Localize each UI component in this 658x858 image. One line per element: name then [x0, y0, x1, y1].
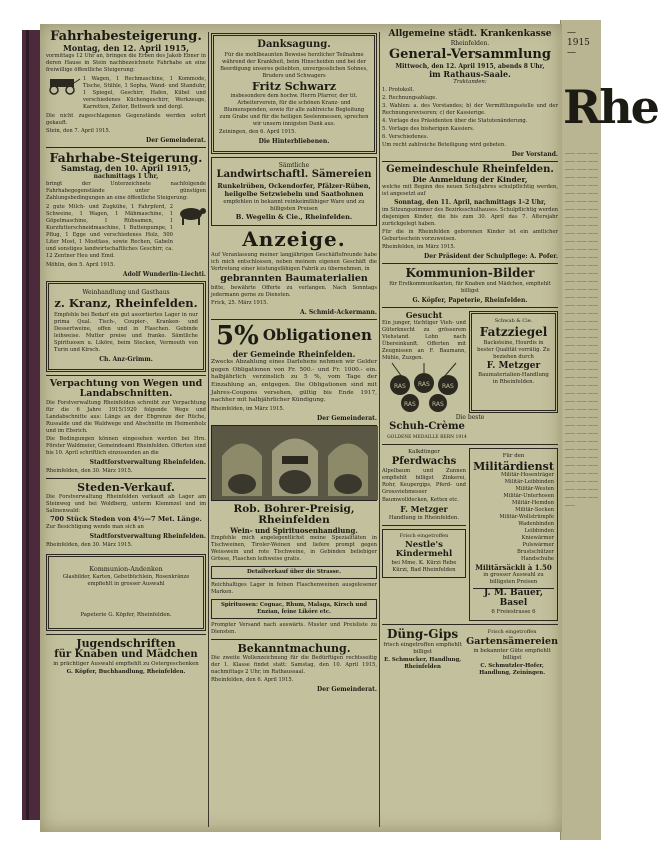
ad-text: Baumwolldecken, Ketten etc.: [382, 497, 459, 504]
ad-place-head: Rheinfelden.: [450, 40, 490, 48]
ad-signature: Ch. Anz-Grimm.: [99, 355, 153, 363]
binding-spine: [22, 30, 42, 820]
ad-title: Bekanntmachung.: [237, 641, 351, 655]
ad-place: Zeiningen, den 6. April 1915.: [219, 129, 297, 136]
adjacent-page-masthead: Rhe: [563, 80, 658, 134]
ad-title: Gartensämereien: [466, 636, 558, 648]
ras-badge: RAS: [404, 401, 416, 409]
ad-text: Alpelbaum und Zunnen empfiehlt billigst Zinkerei, Rohr, Keupergips, Pferd- und Grossviehmesser: [382, 468, 466, 496]
military-item: Pulswärmer: [522, 542, 554, 549]
ad-signature: Die Hinterbliebenen.: [258, 138, 330, 146]
ad-place: Stein, den 7. April 1915.: [46, 127, 111, 134]
ad-head: Kalkdünger: [408, 448, 440, 455]
ad-text: Die nicht zugeschlagenen Gegenstände werden sofort gekauft.: [46, 112, 206, 126]
ad-signature: Adolf Wunderlin-Liechti.: [122, 270, 206, 278]
ad-head: Sämtliche: [278, 162, 310, 170]
ad-signature: Stadtforstverwaltung Rheinfelden.: [89, 458, 206, 466]
military-item: Militär-Hemden: [512, 500, 554, 507]
agenda-item: 6. Verschiedenes.: [382, 134, 429, 141]
ad-jugendschriften: [46, 638, 206, 676]
ad-text: Reichhaltiges Lager in feinen Flaschenweinen ausgelesener Marken.: [211, 581, 377, 595]
ad-date: Sonntag, den 11. April, nachmittags 1–2 Uhr,: [394, 199, 546, 207]
ad-title: Nestle's Kindermehl: [395, 539, 453, 559]
ad-subtitle: GOLDENE MEDAILLE BERN 1914: [387, 434, 467, 440]
military-item: Handschuhe: [521, 556, 554, 563]
ad-offer: 700 Stück Steden von 4½—7 Met. Länge.: [50, 515, 202, 524]
ad-place: Rheinfelden, den 30. März 1915.: [46, 467, 133, 474]
ad-text: bringt der Unterzeichnete nachfolgende Fahrhabegegenstände unter günstigen Zahlungsbedingungen an eine öffentliche Steigerung:: [46, 180, 206, 201]
divider: [382, 307, 558, 308]
ras-badge: RAS: [394, 383, 406, 391]
ad-place: Rheinfelden, im März 1915.: [382, 244, 456, 251]
ad-highlight: gebrannten Baumaterialien: [220, 272, 368, 284]
ad-subtitle: Wein- und Spirituosenhandlung.: [230, 525, 358, 535]
ad-head: Für den: [502, 452, 525, 459]
ad-title: Landwirtschaftl. Sämereien: [216, 169, 372, 181]
ad-title: Militärdienst: [473, 459, 554, 473]
ad-title: Rob. Bohrer-Preisig, Rheinfelden: [233, 502, 355, 526]
ad-text: in bekannter Güte empfiehlt billigst: [473, 648, 551, 662]
ad-text: insbesondere dem hochw. Herrn Pfarrer, der tit. Arbeiterverein, für die schönen Kranz- und Blumenspenden, sowie für alle zahlreiche Begleitung zum Grabe und für die heiligen Seelenmessen, sprechen wir unsern innigsten Dank aus.: [219, 93, 369, 128]
ad-verpachtung: [46, 379, 206, 475]
ad-title: Steden-Verkauf.: [77, 480, 175, 494]
ras-shoe-cream-tins: [382, 363, 466, 413]
ad-text: Backsteine, Hourdis in bester Qualität vorrätig. Zu beziehen durch: [477, 339, 550, 360]
newspaper-page: [40, 24, 562, 832]
ad-text: Zur Besichtigung wende man sich an: [46, 524, 144, 531]
ad-title: Gemeindeschule Rheinfelden.: [386, 164, 554, 176]
divider: [382, 444, 558, 445]
ad-weinhandlung-kranz: [46, 281, 206, 372]
ad-subtitle: der Gemeinde Rheinfelden.: [232, 348, 356, 359]
ad-signature: Der Vorstand.: [511, 151, 558, 159]
ad-title: Obligationen: [262, 326, 372, 345]
ras-badge: RAS: [418, 381, 430, 389]
ad-head: Die beste: [455, 414, 485, 422]
divider: [46, 634, 206, 635]
ad-place: Möhlin, den 5. April 1915.: [46, 261, 116, 268]
divider: [382, 624, 558, 625]
ad-gartensaemereien: [466, 628, 558, 678]
military-item: Kniewärmer: [521, 535, 554, 542]
ad-duengips: [382, 628, 463, 678]
ad-signature: C. Schmutzler-Hofer, Handlung, Zeiningen.: [479, 663, 546, 677]
ad-head: Frisch eingetroffen: [399, 532, 449, 539]
military-item: Militär-Wollstrümpfe: [499, 514, 554, 521]
ad-text: in prächtiger Auswahl empfiehlt zu Ostergeschenken: [53, 661, 199, 668]
military-item: Militär-Westen: [515, 486, 554, 493]
ras-badge: RAS: [432, 401, 444, 409]
ad-bekanntmachung: [211, 643, 377, 694]
ad-head: Gesucht: [405, 310, 443, 321]
ad-subtitle: für Knaben und Mädchen: [54, 648, 198, 660]
ad-nestle: [382, 529, 466, 578]
ad-address: 6 Freiestrasse 6: [491, 609, 536, 616]
ad-title: Fahrhabesteigerung.: [50, 29, 202, 44]
ad-text: Auf Veranlassung meiner langjährigen Geschäftsfreunde habe ich mich entschlossen, neben meinem eigenen Geschäft die Vertretung einer leistungsfähigen Fabrik zu übernehmen, in: [211, 251, 377, 272]
ad-signature: Der Präsident der Schulpflege: A. Pofer.: [424, 253, 558, 261]
ad-merchant: J. M. Bauer, Basel: [473, 588, 554, 608]
ras-badge: RAS: [442, 383, 454, 391]
ad-text: Prompter Versand nach auswärts. Muster und Preisliste zu Diensten.: [211, 621, 377, 635]
ad-text: Für die mohlbeaunten Beweise herzlicher Teilnahme während der Krankheit, beim Hinscheiden und bei der Beerdigung unseres geliebten, unvergesslichen Sohnes, Bruders und Schwagers: [220, 51, 368, 79]
ad-title: Pferdwachs: [391, 455, 457, 467]
ad-signature: Der Gemeinderat.: [317, 414, 377, 422]
ad-text: frisch eingetroffen empfiehlt billigst: [383, 641, 462, 655]
ad-text: empfehlen in bekannt reinkeimfähiger Ware und zu billigsten Preisen: [223, 198, 365, 212]
ad-title: Danksagung.: [257, 39, 331, 50]
ad-signature: Der Gemeinderat.: [146, 136, 206, 144]
ad-signature: Papeterie G. Köpfer, Rheinfelden.: [80, 612, 172, 619]
ad-bohrer-preisig: [211, 504, 377, 636]
military-item: Leibbinden: [524, 528, 554, 535]
divider: [46, 478, 206, 479]
ad-anzeige: [211, 226, 377, 316]
ad-note: Detailverkauf über die Strasse.: [247, 568, 341, 575]
ad-text: bei Mme. K. Kürzi Rebe Kürzi, Bad Rheinfelden: [391, 559, 457, 573]
ad-fahrhabesteigerung-stein: [46, 30, 206, 144]
ad-signature: Stadtforstverwaltung Rheinfelden.: [89, 533, 206, 541]
ad-text: für Erstkommunikanten, für Knaben und Mädchen, empfiehlt billigst: [389, 281, 551, 295]
ad-gemeindeschule: [382, 165, 558, 260]
ad-place: Handlung in Rheinfelden.: [388, 514, 460, 521]
ad-text: Runkelrüben, Ockendorfer, Pfälzer-Rüben, heilgelbe Setzwiebeln und Saatbohnen: [217, 181, 371, 198]
ad-title: Kommunion-Andenken: [89, 565, 163, 574]
ad-time: nachmittags 1 Uhr,: [93, 172, 159, 180]
ad-danksagung: [211, 33, 377, 154]
ad-steden-verkauf: [46, 482, 206, 550]
ad-percent: 5%: [216, 320, 259, 351]
cow-illustration: [176, 203, 206, 227]
ad-kommunion-bilder: [382, 267, 558, 304]
ad-note: in grosser Auswahl zu billigsten Preisen: [483, 572, 544, 586]
ad-subtitle: Die Anmeldung der Kinder,: [412, 174, 528, 184]
ad-place: Rheinfelden, den 6. April 1915.: [211, 677, 294, 684]
military-item: Militär-Socken: [515, 507, 554, 514]
ad-title: Schuh-Crème: [389, 421, 465, 433]
ad-title: General-Versammlung: [389, 47, 551, 63]
adjacent-page-header: — 1915 —: [567, 28, 590, 58]
ad-schuh-creme: [382, 414, 558, 441]
ad-date: Samstag, den 10. April 1915,: [61, 162, 191, 173]
divider: [46, 375, 206, 376]
ad-title: z. Kranz, Rheinfelden.: [54, 295, 198, 310]
agenda-item: 2. Rechnungsablage.: [382, 95, 438, 102]
ad-text: Die zweite Wollenzeichnung für die Bedürftigen rechtsseitig der 1. Klasse findet statt: Samstag, den 10. April 1915, nachmittags 2 Uhr, im Rathaussaal.: [211, 655, 377, 676]
ad-signature: E. Schmucker, Handlung, Rheinfelden: [384, 656, 462, 670]
divider: [211, 639, 377, 640]
ad-obligationen: [211, 320, 377, 422]
ad-venue: im Rathaus-Saale.: [429, 69, 511, 80]
agenda-item: 5. Vorlage des bisherigen Kassiers.: [382, 126, 475, 133]
ad-text: 1 Wagen, 1 Rechmaschine, 1 Kommode, Tische, Stühle, 1 Sopha, Wand- und Standuhr, 1 Spiegel, Geschirr, Hafen, Kübel und verschiedenes Küchengeschirr, Werkzeuge, Karretten, Zeitor, Bettwerk und dergl.: [83, 75, 206, 110]
adjacent-page: [560, 20, 658, 840]
ad-date: Mittwoch, den 12. April 1915, abends 8 Uhr,: [395, 63, 545, 71]
ad-note: Spirituosen: Cognac, Rhum, Malaga, Kirsch und Enzian, feine Liköre etc.: [220, 601, 368, 615]
ad-place: Rheinfelden, den 30. März 1915.: [46, 542, 133, 549]
ad-text: Ein junger, tüchtiger Vieh- und Güterknecht zu grösserem Viehstand. Lohn nach Übereinkunft. Offerten mit Zeugnissen an F. Baumann, Mühle, Zuzgen.: [382, 320, 466, 362]
divider: [382, 161, 558, 162]
ad-name: Fritz Schwarz: [251, 79, 337, 93]
ad-tag: Schwab & Cie.: [494, 318, 533, 325]
ad-note: Militärsäckli à 1.50: [475, 563, 552, 573]
divider: [46, 147, 206, 148]
ad-date: Montag, den 12. April 1915,: [63, 42, 189, 53]
ad-signature: G. Köpfer, Buchhandlung, Rheinfelden.: [66, 669, 186, 676]
military-item: Brustschützer: [517, 549, 554, 556]
ad-head: Allgemeine städt. Krankenkasse: [388, 29, 552, 39]
wagon-illustration: [46, 75, 80, 95]
ad-head: Weinhandlung und Gasthaus: [82, 288, 170, 296]
wine-cellar-drawing: [212, 426, 378, 500]
ad-text: Empfehle mich angelegentlichst meine Spezialitäten in Tischweinen, Tiroler-Weinen und liefere prompt gegen Weisswein und rote Tischweine, in Gebinden beliebiger Grösse, Flaschen leihweise gratis.: [211, 534, 377, 562]
column-1: [46, 30, 206, 677]
wine-cellar-illustration: [211, 425, 377, 501]
ad-text: vormittags 12 Uhr an, bringen die Erben des Jakob Ebner in deren Hause in Stein nachbezeichnete Fahrhabe an eine freiwillige öffentliche Steigerung:: [46, 52, 206, 73]
ad-signature: A. Schmid-Ackermann.: [300, 308, 377, 316]
ad-place: Frick, 25. März 1915.: [211, 299, 269, 306]
ad-signature: B. Wegelin & Cie., Rheinfelden.: [235, 212, 353, 221]
ad-signature: G. Köpfer, Papeterie, Rheinfelden.: [412, 297, 528, 305]
divider: [382, 525, 466, 526]
ad-gesucht: [382, 311, 466, 413]
ad-title: Fatzziegel: [479, 325, 548, 340]
ad-signature: Der Gemeinderat.: [317, 686, 377, 694]
agenda-item: 1. Protokoll.: [382, 87, 415, 94]
column-3: [382, 30, 558, 678]
ad-text: welche mit Beginn des neuen Schuljahres schulpflichtig werden, ist angesetzt auf: [382, 184, 558, 198]
ad-text: Die Forstverwaltung Rheinfelden verkauft ab Lager am Steinweg und bei Woldberg, unterm Klemmzel und im Salinenwald:: [46, 494, 206, 515]
ad-title: Kommunion-Bilder: [405, 266, 535, 281]
ad-text: Die Forstverwaltung Rheinfelden schreibt zur Verpachtung für die 6 Jahre 1915/1920 folgende Wege und Landabschnitte aus: Längs an der Ebgrenze der Rüche, Russalde und die Waldwege und Abschnitte im Heimenholz und im Ebsrich.: [46, 399, 206, 434]
ad-head: Frisch eingetroffen: [487, 629, 537, 636]
ad-text: bitte, bewährte Offerte zu verlangen. Nach Sonntags jedermann gerne zu Diensten.: [211, 284, 377, 298]
divider: [382, 263, 558, 264]
ad-saemereien: [211, 157, 377, 226]
ad-title: Jugendschriften: [76, 637, 176, 651]
military-item: Militär-Unterhosen: [503, 493, 554, 500]
ad-title: Düng-Gips: [386, 627, 459, 642]
ad-text: 2 gute Milch- und Zugkühe, 1 Fahrpferd, 2 Schweine, 1 Wagen, 1 Mähmaschine, 1 Göpelmaschine, 1 Rübsamen, 1 Kurzfutterschneidmaschine, 1 Buttenpumpe, 1 Pflug, 1 Egge und verschiedenes Holz, 500 Liter Most, 1 Mostfass, sowie Rechen, Gabeln und sonstiges landwirtschaftliches Geschirr, ca. 12 Zentner Heu und Emd.: [46, 203, 173, 259]
ad-place: Baumaterialien-Handlung in Rheinfelden.: [478, 372, 549, 386]
ad-fahrhabe-steigerung-moehlin: [46, 151, 206, 278]
ad-text: Zwecks Abzahlung eines Darlehens nehmen wir Gelder gegen Obligationen von Fr. 500.- und Fr. 1000.- ein. halbjährlich verzinslich zu 5 %, vom Tage der Einzahlung an, entgegen. Die Obligationen sind mit Jahres-Coupons versehen, gültig bis Ende 1917, nachher mit halbjährlicher Kündigung.: [211, 359, 377, 404]
ad-text: im Sitzungszimmer des Bezirksschulhauses. Schulpflichtig werden diejenigen Kinder, die bis zum 30. April das 7. Altersjahr zurückgelegt haben.: [382, 207, 558, 228]
agenda-item: 4. Vorlage des Präsidenten über die Statutenänderung.: [382, 118, 528, 125]
military-item: Wadenbinden: [518, 521, 554, 528]
ad-title: Fahrhabe-Steigerung.: [49, 149, 203, 165]
ad-text: Die Bedingungen können eingesehen werden bei Hrn. Förster Waldmeier, Gemeindeamt Rheinfelden. Offerten sind bis 10. April schriftlich einzusenden an die: [46, 435, 206, 456]
ad-title: Anzeige.: [242, 226, 346, 251]
ad-krankenkasse: [382, 30, 558, 158]
agenda-item: 3. Wahlen: a. des Vorstandes; b) der Vermittlungsstelle und der Rechnungsrevisoren; c) der Kassierige.: [382, 103, 558, 117]
ad-note: Um recht zahlreiche Beteiligung wird gebeten.: [382, 142, 506, 149]
ad-signature: F. Metzger: [486, 360, 541, 371]
ad-trakt: Traktanden:: [453, 79, 487, 86]
ad-kommunion-andenken: [46, 554, 206, 631]
column-2: [211, 30, 377, 695]
military-item: Militär-Leibbinden: [504, 479, 554, 486]
ad-text: Glasbilder, Karten, Gebetbüchlein, Rosenkränze empfiehlt in grosser Auswahl: [62, 574, 190, 588]
ad-text: Für die in Rheinfelden geborenen Kinder ist ein amtlicher Geburtsschein vorzuweisen.: [382, 229, 558, 243]
military-item: Militär-Hosenträger: [501, 472, 554, 479]
ad-militaerdienst: [469, 448, 558, 621]
ad-signature: F. Metzger: [400, 504, 448, 515]
ad-place: Rheinfelden, im März 1915.: [211, 405, 285, 412]
column-rule: [379, 32, 380, 827]
ad-falzziegel: [469, 311, 558, 413]
divider: [211, 319, 377, 320]
ad-text: Empfehle bei Bedarf ein gut assortiertes Lager in nur prima Qual. Tisch-, Coupier-, Kranken- und Dessertweine, offen und in Flaschen. Gebinde leihweise. Mutter preise und franko. Sämtliche Spirituosen u. Liköre, beim Stecken, Vermouth von Turin und Kirsch.: [54, 311, 198, 353]
ad-title: Verpachtung von Wegen und Landabschnitten.: [49, 377, 203, 399]
column-rule: [208, 32, 209, 827]
adjacent-page-text: —— —— —— —— —— —— —— —— —— —— —— —— —— —— —— —— —— —— —— —— —— —— —— —— —— —— —— —— —— —— —— —— —— —— —— —— —— —— —— —— —— —— —— —— —— —— —— —— —— —— —— —— —— —— —— —— —— —— —— —— —— —— —— —— —— —— —— —— —— —— —— —— —— —— —— —— —— —— —— —— —— —— —— —— —— —— —— —— —— —— —— —— —— —— —— —— —— —— —— —— —— —— —— —— —— —— —— —— —— —— —— —— —— —— —— —— —— —— —— —— —— —— —— —— —— —— —— —— —— —— —— —— ——: [565, 151, 599, 509]
ad-pferdwachs: [382, 449, 466, 522]
